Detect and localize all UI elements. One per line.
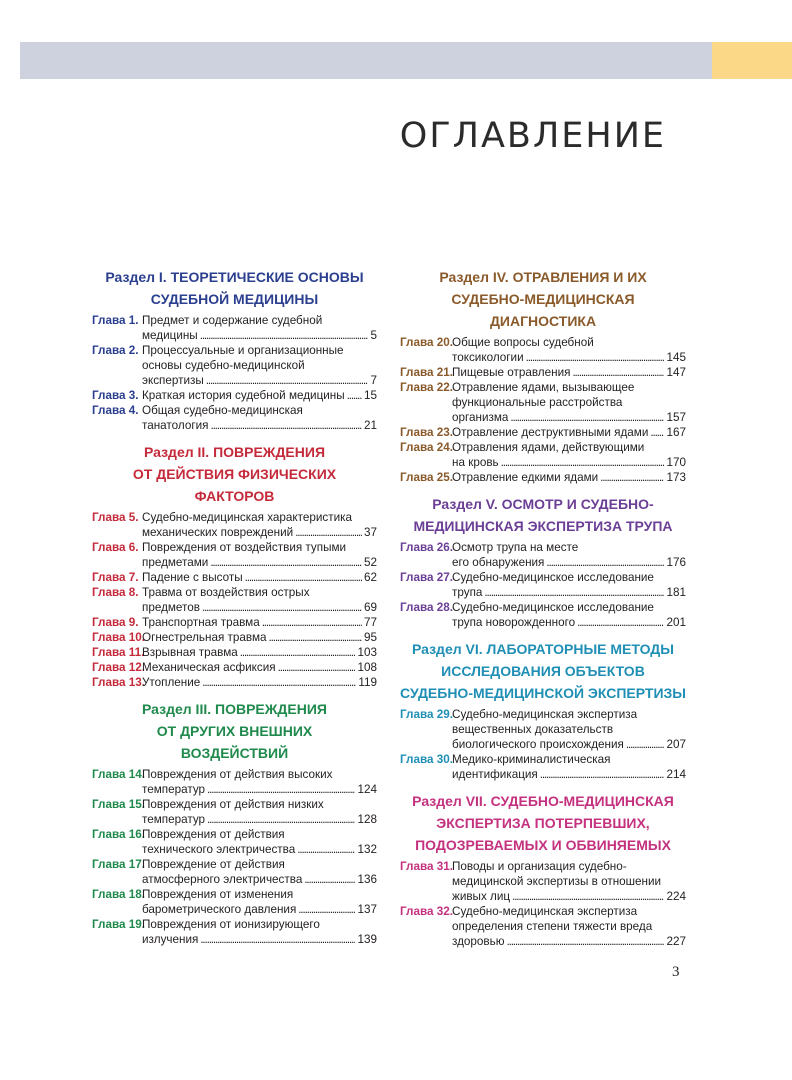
- chapter-title-text: его обнаружения: [452, 556, 545, 569]
- toc-section: [400, 493, 686, 630]
- chapter-title-line: определения степени тяжести вреда: [452, 920, 653, 933]
- toc-entry[interactable]: [92, 388, 377, 403]
- toc-entry[interactable]: [400, 365, 686, 380]
- chapter-title-text: организма: [452, 411, 509, 424]
- chapter-title: [452, 425, 686, 440]
- dot-leader: [510, 410, 664, 425]
- chapter-title-text: трупа новорожденного: [452, 616, 576, 629]
- section-heading: [400, 638, 686, 704]
- chapter-title-last-line: [142, 660, 377, 675]
- dot-leader: [512, 889, 664, 904]
- chapter-number: Глава 6.: [92, 541, 139, 554]
- chapter-title-text: трупа: [452, 586, 483, 599]
- chapter-title: [142, 615, 377, 630]
- section-heading-line: СУДЕБНО-МЕДИЦИНСКАЯ ДИАГНОСТИКА: [451, 291, 635, 329]
- chapter-title-line: Повреждения от ионизирующего: [142, 918, 320, 931]
- chapter-title-text: на кровь: [452, 456, 499, 469]
- chapter-title: [452, 707, 686, 752]
- dot-leader: [210, 555, 362, 570]
- dot-leader: [207, 782, 355, 797]
- toc-entry[interactable]: [92, 917, 377, 947]
- section-heading-line: Раздел VI. ЛАБОРАТОРНЫЕ МЕТОДЫ: [411, 641, 674, 657]
- chapter-title: [142, 767, 377, 797]
- chapter-title-line: медицинской экспертизы в отношении: [452, 875, 662, 888]
- section-heading-line: Раздел IV. ОТРАВЛЕНИЯ И ИХ: [439, 269, 647, 285]
- header-band: [20, 42, 712, 79]
- chapter-title-last-line: [452, 889, 686, 904]
- section-heading-line: ПОДОЗРЕВАЕМЫХ И ОБВИНЯЕМЫХ: [415, 837, 671, 853]
- chapter-title-last-line: [142, 525, 377, 540]
- chapter-title: [142, 570, 377, 585]
- chapter-number: Глава 9.: [92, 616, 139, 629]
- chapter-page-number: 128: [357, 813, 377, 826]
- section-heading-line: ОТ ДЕЙСТВИЯ ФИЗИЧЕСКИХ ФАКТОРОВ: [132, 466, 337, 504]
- dot-leader: [269, 630, 362, 645]
- chapter-page-number: 37: [363, 526, 377, 539]
- chapter-title-line: Повреждения от изменения: [142, 888, 294, 901]
- section-heading-line: ИССЛЕДОВАНИЯ ОБЪЕКТОВ: [441, 663, 645, 679]
- chapter-number: Глава 30.: [400, 753, 453, 766]
- chapter-title-line: Судебно-медицинское исследование: [452, 571, 654, 584]
- chapter-number: Глава 21.: [400, 366, 453, 379]
- chapter-title-last-line: [452, 585, 686, 600]
- chapter-title-last-line: [452, 934, 686, 949]
- chapter-page-number: 227: [666, 935, 686, 948]
- chapter-title-line: функциональные расстройства: [452, 396, 623, 409]
- chapter-title-text: Падение с высоты: [142, 571, 243, 584]
- chapter-number: Глава 25.: [400, 471, 453, 484]
- dot-leader: [206, 373, 369, 388]
- chapter-title-text: Отравление деструктивными ядами: [452, 426, 649, 439]
- chapter-title-last-line: [142, 615, 377, 630]
- section-heading: [92, 698, 377, 764]
- chapter-title-last-line: [452, 350, 686, 365]
- chapter-title-line: Повреждение от действия: [142, 858, 285, 871]
- toc-section: [92, 266, 377, 433]
- chapter-title-line: вещественных доказательств: [452, 723, 614, 736]
- toc-entry[interactable]: [400, 859, 686, 904]
- chapter-title-text: Огнестрельная травма: [142, 631, 267, 644]
- dot-leader: [546, 555, 664, 570]
- section-heading-line: МЕДИЦИНСКАЯ ЭКСПЕРТИЗА ТРУПА: [413, 518, 673, 534]
- chapter-title: [142, 313, 377, 343]
- chapter-page-number: 7: [370, 374, 377, 387]
- chapter-page-number: 69: [363, 601, 377, 614]
- toc-entry[interactable]: [92, 857, 377, 887]
- chapter-title-last-line: [142, 812, 377, 827]
- chapter-page-number: 52: [363, 556, 377, 569]
- chapter-number: Глава 2.: [92, 344, 139, 357]
- chapter-title: [452, 600, 686, 630]
- chapter-number: Глава 27.: [400, 571, 453, 584]
- chapter-title: [452, 470, 686, 485]
- chapter-title: [142, 645, 377, 660]
- chapter-number: Глава 23.: [400, 426, 453, 439]
- dot-leader: [240, 645, 356, 660]
- dot-leader: [304, 872, 355, 887]
- section-heading-line: Раздел III. ПОВРЕЖДЕНИЯ: [142, 701, 327, 717]
- chapter-title-last-line: [142, 555, 377, 570]
- chapter-number: Глава 5.: [92, 511, 139, 524]
- dot-leader: [295, 525, 362, 540]
- chapter-number: Глава 19.: [92, 918, 145, 931]
- chapter-title-last-line: [142, 782, 377, 797]
- chapter-title: [142, 887, 377, 917]
- chapter-title-last-line: [142, 645, 377, 660]
- chapter-page-number: 167: [666, 426, 686, 439]
- toc-entry[interactable]: [400, 752, 686, 782]
- dot-leader: [202, 600, 362, 615]
- toc-entry[interactable]: [400, 425, 686, 440]
- chapter-page-number: 124: [357, 783, 377, 796]
- chapter-title-text: живых лиц: [452, 890, 511, 903]
- chapter-title: [142, 917, 377, 947]
- section-heading-line: Раздел VII. СУДЕБНО-МЕДИЦИНСКАЯ: [412, 793, 674, 809]
- toc-entry[interactable]: [400, 600, 686, 630]
- chapter-title-line: Повреждения от действия: [142, 828, 285, 841]
- chapter-title-line: Повреждения от действия низких: [142, 798, 324, 811]
- chapter-title-text: температур: [142, 783, 206, 796]
- chapter-title-last-line: [142, 570, 377, 585]
- chapter-title-text: атмосферного электричества: [142, 873, 303, 886]
- chapter-title-text: механических повреждений: [142, 526, 294, 539]
- chapter-number: Глава 10.: [92, 631, 145, 644]
- chapter-title-line: Медико-криминалистическая: [452, 753, 611, 766]
- dot-leader: [572, 365, 664, 380]
- chapter-page-number: 157: [666, 411, 686, 424]
- section-heading-line: Раздел I. ТЕОРЕТИЧЕСКИЕ ОСНОВЫ: [105, 269, 364, 285]
- chapter-title-last-line: [142, 932, 377, 947]
- chapter-title-line: Отравление ядами, вызывающее: [452, 381, 635, 394]
- toc-entry[interactable]: [92, 767, 377, 797]
- chapter-title-text: здоровью: [452, 935, 505, 948]
- dot-leader: [200, 328, 369, 343]
- chapter-page-number: 224: [666, 890, 686, 903]
- chapter-title-line: Повреждения от действия высоких: [142, 768, 333, 781]
- chapter-title: [142, 388, 377, 403]
- chapter-number: Глава 26.: [400, 541, 453, 554]
- dot-leader: [600, 470, 664, 485]
- dot-leader: [200, 932, 355, 947]
- toc-entry[interactable]: [400, 540, 686, 570]
- chapter-number: Глава 12.: [92, 661, 145, 674]
- toc-entry[interactable]: [92, 313, 377, 343]
- chapter-page-number: 147: [666, 366, 686, 379]
- chapter-title: [452, 365, 686, 380]
- chapter-title-line: Судебно-медицинская экспертиза: [452, 708, 638, 721]
- chapter-title-last-line: [142, 418, 377, 433]
- section-heading-line: ВОЗДЕЙСТВИЙ: [180, 745, 289, 761]
- section-heading: [92, 266, 377, 310]
- toc-section: [400, 790, 686, 949]
- chapter-title-last-line: [452, 470, 686, 485]
- chapter-title: [142, 660, 377, 675]
- chapter-title-last-line: [142, 373, 377, 388]
- toc-entry[interactable]: [400, 440, 686, 470]
- chapter-title: [452, 540, 686, 570]
- chapter-title-line: Общая судебно-медицинская: [142, 404, 303, 417]
- chapter-title-last-line: [452, 425, 686, 440]
- dot-leader: [297, 842, 355, 857]
- chapter-number: Глава 15.: [92, 798, 145, 811]
- chapter-title-last-line: [452, 737, 686, 752]
- chapter-number: Глава 3.: [92, 389, 139, 402]
- chapter-title-last-line: [452, 365, 686, 380]
- section-heading-line: СУДЕБНОЙ МЕДИЦИНЫ: [150, 291, 319, 307]
- chapter-title-line: Процессуальные и организационные: [142, 344, 344, 357]
- chapter-number: Глава 13.: [92, 676, 145, 689]
- dot-leader: [526, 350, 665, 365]
- toc-entry[interactable]: [400, 335, 686, 365]
- dot-leader: [484, 585, 664, 600]
- toc-right-column: [400, 266, 686, 957]
- chapter-title-text: предметов: [142, 601, 200, 614]
- chapter-title: [142, 403, 377, 433]
- chapter-title-line: Предмет и содержание судебной: [142, 314, 323, 327]
- section-heading: [92, 441, 377, 507]
- chapter-title: [452, 904, 686, 949]
- chapter-title: [142, 827, 377, 857]
- chapter-title: [452, 752, 686, 782]
- chapter-number: Глава 31.: [400, 860, 453, 873]
- section-heading: [400, 790, 686, 856]
- chapter-title-last-line: [142, 872, 377, 887]
- chapter-number: Глава 14.: [92, 768, 145, 781]
- chapter-title-line: Поводы и организация судебно-: [452, 860, 627, 873]
- dot-leader: [577, 615, 664, 630]
- chapter-title-text: Утопление: [142, 676, 201, 689]
- chapter-number: Глава 11.: [92, 646, 145, 659]
- chapter-page-number: 103: [357, 646, 377, 659]
- chapter-title-line: Судебно-медицинское исследование: [452, 601, 654, 614]
- chapter-title-last-line: [142, 902, 377, 917]
- chapter-page-number: 214: [666, 768, 686, 781]
- chapter-title-text: Взрывная травма: [142, 646, 238, 659]
- chapter-number: Глава 22.: [400, 381, 453, 394]
- toc-entry[interactable]: [92, 827, 377, 857]
- chapter-title-line: Повреждения от воздействия тупыми: [142, 541, 347, 554]
- dot-leader: [540, 767, 665, 782]
- chapter-number: Глава 20.: [400, 336, 453, 349]
- dot-leader: [501, 455, 665, 470]
- dot-leader: [262, 615, 362, 630]
- toc-section: [92, 698, 377, 947]
- chapter-title-line: Травма от воздействия острых: [142, 586, 310, 599]
- dot-leader: [507, 934, 665, 949]
- chapter-page-number: 181: [666, 586, 686, 599]
- chapter-title-text: танатология: [142, 419, 209, 432]
- chapter-page-number: 5: [370, 329, 377, 342]
- chapter-number: Глава 1.: [92, 314, 139, 327]
- chapter-title: [142, 510, 377, 540]
- toc-section: [92, 441, 377, 690]
- chapter-title: [142, 585, 377, 615]
- dot-leader: [626, 737, 665, 752]
- chapter-title-last-line: [452, 410, 686, 425]
- chapter-number: Глава 28.: [400, 601, 453, 614]
- chapter-title-text: токсикологии: [452, 351, 524, 364]
- chapter-title: [452, 380, 686, 425]
- chapter-page-number: 136: [357, 873, 377, 886]
- toc-section: [400, 638, 686, 782]
- toc-entry[interactable]: [92, 797, 377, 827]
- page-title: ОГЛАВЛЕНИЕ: [399, 116, 666, 156]
- chapter-page-number: 139: [357, 933, 377, 946]
- dot-leader: [207, 812, 355, 827]
- section-heading-line: СУДЕБНО-МЕДИЦИНСКОЙ ЭКСПЕРТИЗЫ: [400, 685, 686, 701]
- dot-leader: [202, 675, 356, 690]
- toc-entry[interactable]: [92, 510, 377, 540]
- section-heading: [400, 493, 686, 537]
- chapter-title: [452, 570, 686, 600]
- chapter-title-text: медицины: [142, 329, 198, 342]
- toc-entry[interactable]: [92, 887, 377, 917]
- chapter-number: Глава 18.: [92, 888, 145, 901]
- chapter-title-last-line: [452, 555, 686, 570]
- chapter-title-last-line: [142, 328, 377, 343]
- chapter-title-last-line: [452, 615, 686, 630]
- chapter-title-text: барометрического давления: [142, 903, 297, 916]
- toc-entry[interactable]: [92, 630, 377, 645]
- section-heading: [400, 266, 686, 332]
- toc-entry[interactable]: [92, 585, 377, 615]
- chapter-number: Глава 8.: [92, 586, 139, 599]
- chapter-title-text: Краткая история судебной медицины: [142, 389, 345, 402]
- chapter-number: Глава 16.: [92, 828, 145, 841]
- chapter-title: [452, 335, 686, 365]
- chapter-page-number: 119: [358, 676, 377, 689]
- toc-entry[interactable]: [400, 904, 686, 949]
- section-heading-line: ОТ ДРУГИХ ВНЕШНИХ: [156, 723, 313, 739]
- toc-entry[interactable]: [400, 707, 686, 752]
- chapter-title-line: Судебно-медицинская характеристика: [142, 511, 353, 524]
- chapter-title: [452, 859, 686, 904]
- toc-entry[interactable]: [92, 675, 377, 690]
- chapter-page-number: 137: [357, 903, 377, 916]
- chapter-title-text: идентификация: [452, 768, 538, 781]
- chapter-page-number: 145: [666, 351, 686, 364]
- chapter-title: [142, 540, 377, 570]
- chapter-title-text: технического электричества: [142, 843, 296, 856]
- chapter-title: [142, 343, 377, 388]
- chapter-page-number: 95: [363, 631, 377, 644]
- chapter-title-text: Механическая асфиксия: [142, 661, 276, 674]
- dot-leader: [245, 570, 362, 585]
- chapter-title-text: биологического происхождения: [452, 738, 624, 751]
- toc-left-column: [92, 266, 377, 955]
- dot-leader: [278, 660, 356, 675]
- chapter-page-number: 108: [357, 661, 377, 674]
- toc-entry[interactable]: [400, 470, 686, 485]
- chapter-page-number: 173: [666, 471, 686, 484]
- chapter-number: Глава 24.: [400, 441, 453, 454]
- toc-entry[interactable]: [400, 570, 686, 600]
- chapter-title-last-line: [142, 675, 377, 690]
- dot-leader: [347, 388, 362, 403]
- chapter-number: Глава 32.: [400, 905, 453, 918]
- chapter-title: [452, 440, 686, 470]
- chapter-title-text: излучения: [142, 933, 199, 946]
- chapter-page-number: 15: [363, 389, 377, 402]
- chapter-title-line: Судебно-медицинская экспертиза: [452, 905, 638, 918]
- chapter-title-line: основы судебно-медицинской: [142, 359, 305, 372]
- dot-leader: [650, 425, 664, 440]
- chapter-page-number: 77: [363, 616, 377, 629]
- chapter-title-last-line: [142, 630, 377, 645]
- chapter-page-number: 132: [357, 843, 377, 856]
- chapter-title-text: экспертизы: [142, 374, 204, 387]
- chapter-title: [142, 675, 377, 690]
- chapter-title-last-line: [452, 767, 686, 782]
- toc-entry[interactable]: [400, 380, 686, 425]
- toc-entry[interactable]: [92, 540, 377, 570]
- header-accent: [712, 42, 792, 79]
- chapter-title-text: Пищевые отравления: [452, 366, 571, 379]
- chapter-page-number: 170: [666, 456, 686, 469]
- chapter-page-number: 207: [666, 738, 686, 751]
- chapter-title-last-line: [142, 388, 377, 403]
- toc-entry[interactable]: [92, 403, 377, 433]
- chapter-title-text: Отравление едкими ядами: [452, 471, 599, 484]
- chapter-number: Глава 4.: [92, 404, 139, 417]
- chapter-page-number: 21: [363, 419, 377, 432]
- chapter-title-text: Транспортная травма: [142, 616, 260, 629]
- chapter-title-last-line: [142, 842, 377, 857]
- chapter-title-last-line: [142, 600, 377, 615]
- toc-entry[interactable]: [92, 343, 377, 388]
- chapter-title-line: Отравления ядами, действующими: [452, 441, 645, 454]
- section-heading-line: Раздел V. ОСМОТР И СУДЕБНО-: [432, 496, 654, 512]
- chapter-number: Глава 29.: [400, 708, 453, 721]
- chapter-number: Глава 7.: [92, 571, 139, 584]
- chapter-page-number: 176: [666, 556, 686, 569]
- chapter-title-text: температур: [142, 813, 206, 826]
- chapter-title-last-line: [452, 455, 686, 470]
- toc-entry[interactable]: [92, 645, 377, 660]
- page-number: 3: [672, 964, 680, 980]
- toc-entry[interactable]: [92, 615, 377, 630]
- dot-leader: [210, 418, 362, 433]
- chapter-page-number: 201: [666, 616, 686, 629]
- dot-leader: [298, 902, 355, 917]
- chapter-title: [142, 857, 377, 887]
- toc-section: [400, 266, 686, 485]
- chapter-title-line: Осмотр трупа на месте: [452, 541, 579, 554]
- section-heading-line: Раздел II. ПОВРЕЖДЕНИЯ: [143, 444, 326, 460]
- section-heading-line: ЭКСПЕРТИЗА ПОТЕРПЕВШИХ,: [436, 815, 650, 831]
- toc-entry[interactable]: [92, 660, 377, 675]
- chapter-page-number: 62: [363, 571, 377, 584]
- toc-entry[interactable]: [92, 570, 377, 585]
- chapter-number: Глава 17.: [92, 858, 145, 871]
- chapter-title: [142, 797, 377, 827]
- chapter-title: [142, 630, 377, 645]
- chapter-title-text: предметами: [142, 556, 209, 569]
- chapter-title-line: Общие вопросы судебной: [452, 336, 594, 349]
